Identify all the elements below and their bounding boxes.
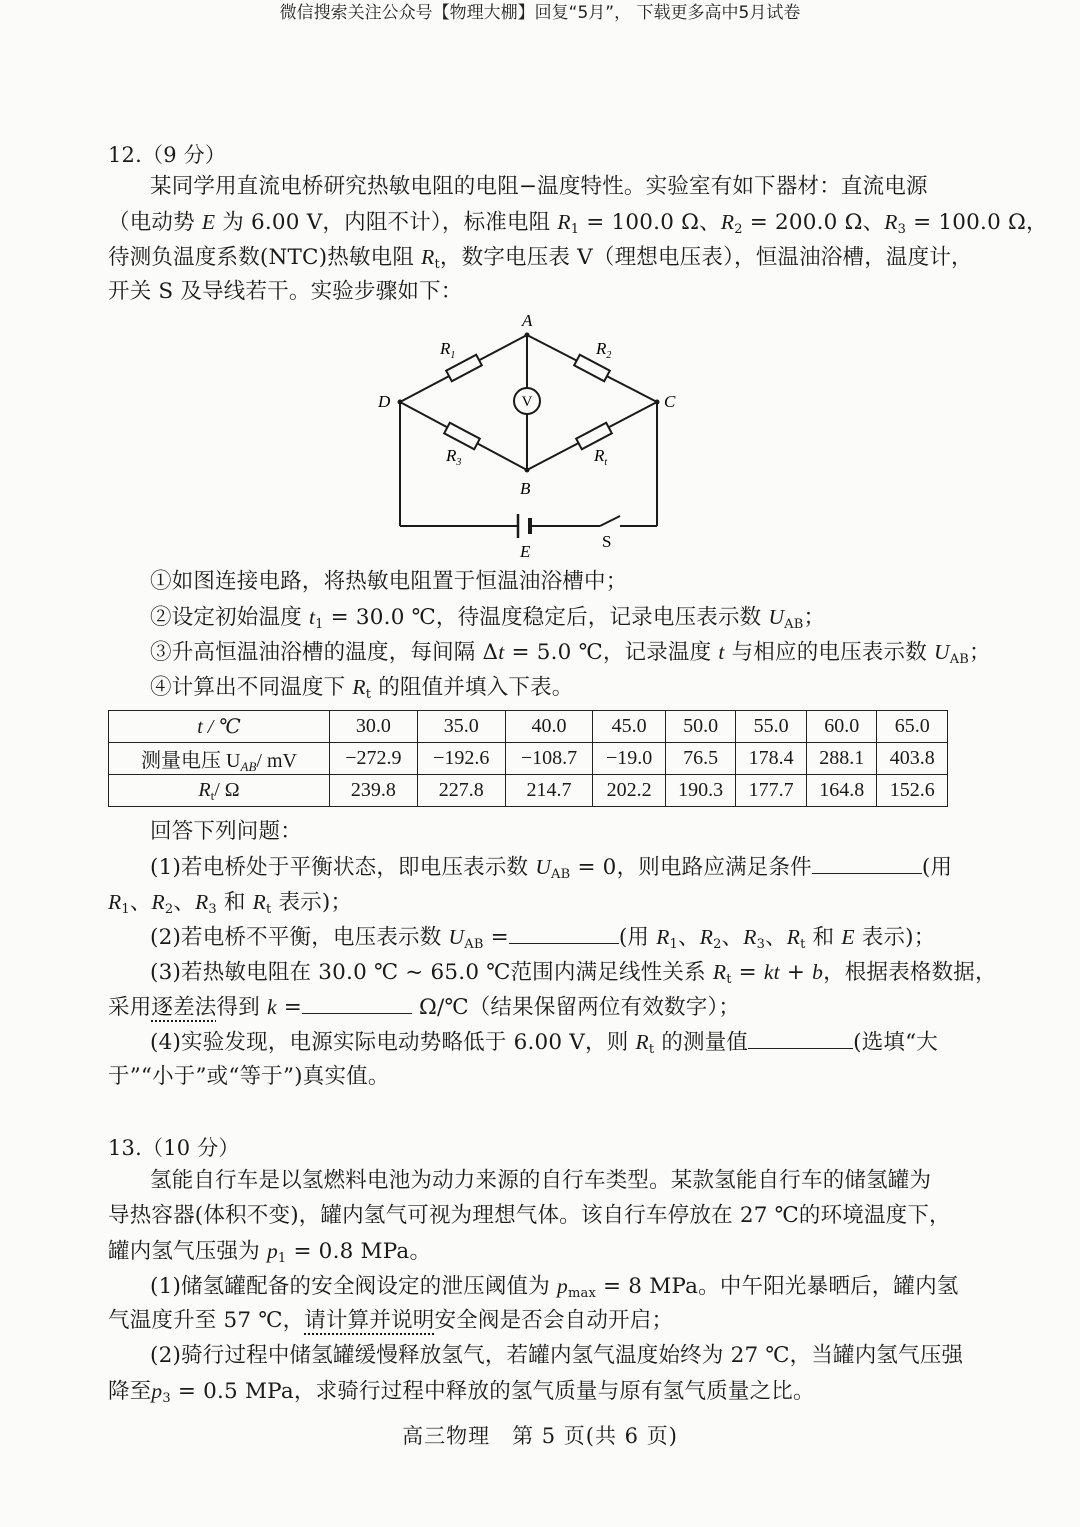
table-row-resistance bbox=[109, 775, 948, 807]
answer-blank[interactable] bbox=[812, 853, 922, 874]
table-cell: −108.7 bbox=[505, 743, 593, 775]
q13-part-1-line-1: (1)储氢罐配备的安全阀设定的泄压阈值为 $p_{max} = 8$ MPa。中午阳光暴晒后，罐内氢 bbox=[150, 1274, 959, 1301]
table-cell: 35.0 bbox=[417, 711, 505, 743]
q12-step-1: ①如图连接电路，将热敏电阻置于恒温油浴槽中； bbox=[150, 569, 628, 594]
table-cell: −272.9 bbox=[330, 743, 418, 775]
node-b-label: B bbox=[520, 479, 531, 498]
question-13-number: 13.（10 分） bbox=[108, 1136, 240, 1160]
q12-step-3: ③升高恒温油浴槽的温度，每间隔 Δt = 5.0 ℃，记录温度 t 与相应的电压表示数 $U_{AB}$； bbox=[150, 640, 991, 667]
table-cell: 178.4 bbox=[736, 743, 807, 775]
table-cell: 164.8 bbox=[806, 775, 877, 807]
table-cell: 288.1 bbox=[806, 743, 877, 775]
watermark-banner: 微信搜索关注公众号【物理大棚】回复“5月”， 下载更多高中5月试卷 bbox=[279, 3, 801, 23]
q12-intro-line-4: 开关 S 及导线若干。实验步骤如下： bbox=[108, 279, 463, 304]
q12-intro-line-1: 某同学用直流电桥研究热敏电阻的电阻−温度特性。实验室有如下器材：直流电源 bbox=[150, 174, 928, 199]
q13-intro-line-3: 罐内氢气压强为 $p_1 = 0.8$ MPa。 bbox=[108, 1239, 432, 1266]
table-cell: 50.0 bbox=[665, 711, 736, 743]
q12-step-2: ②设定初始温度 $t_1 = 30.0$ ℃，待温度稳定后，记录电压表示数 $U_{AB}$； bbox=[150, 605, 826, 632]
q12-part-2: (2)若电桥不平衡，电压表示数 $U_{AB}$ = (用 $R_1$、$R_2$、$R_3$、$R_t$ 和 E 表示)； bbox=[150, 925, 936, 952]
table-cell: 30.0 bbox=[330, 711, 418, 743]
resistor-r2 bbox=[574, 355, 610, 382]
table-cell: 239.8 bbox=[330, 775, 418, 807]
table-cell: 403.8 bbox=[877, 743, 948, 775]
rt-label: $R_t$ bbox=[594, 446, 608, 468]
answer-blank[interactable] bbox=[509, 923, 619, 944]
q13-part-1-line-2: 气温度升至 57 ℃，请计算并说明安全阀是否会自动开启； bbox=[108, 1308, 674, 1333]
table-cell: 177.7 bbox=[736, 775, 807, 807]
table-cell: 55.0 bbox=[736, 711, 807, 743]
q13-part-2-line-1: (2)骑行过程中储氢罐缓慢释放氢气，若罐内氢气温度始终为 27 ℃，当罐内氢气压强 bbox=[150, 1343, 964, 1368]
table-cell: 152.6 bbox=[877, 775, 948, 807]
q12-part-3-line-2: 采用逐差法得到 k = Ω/℃（结果保留两位有效数字）； bbox=[108, 995, 741, 1020]
r1-label: $R_1$ bbox=[440, 339, 456, 361]
thermistor-data-table bbox=[108, 710, 948, 807]
r3-label: $R_3$ bbox=[446, 446, 462, 468]
node-a-label: A bbox=[522, 311, 533, 330]
table-cell: 227.8 bbox=[417, 775, 505, 807]
node-d-label: D bbox=[378, 392, 391, 411]
q12-part-4-line-1: (4)实验发现，电源实际电动势略低于 6.00 V，则 $R_t$ 的测量值 (选填“大 bbox=[150, 1030, 939, 1057]
node-c-label: C bbox=[664, 392, 676, 411]
q12-intro-line-2: （电动势 E 为 6.00 V，内阻不计），标准电阻 $R_1 = 100.0$ Ω、$R_2 = 200.0$ Ω、$R_3 = 100.0$ Ω， bbox=[108, 210, 1048, 237]
source-e-label: E bbox=[520, 542, 531, 561]
table-cell: 202.2 bbox=[593, 775, 665, 807]
table-cell: 190.3 bbox=[665, 775, 736, 807]
q12-intro-line-3: 待测负温度系数(NTC)热敏电阻 $R_t$，数字电压表 V（理想电压表），恒温油浴槽，温度计， bbox=[108, 245, 973, 272]
voltmeter-label: V bbox=[521, 394, 533, 410]
page-footer: 高三物理 第 5 页(共 6 页) bbox=[402, 1424, 678, 1448]
q12-part-4-line-2: 于”“小于”或“等于”)真实值。 bbox=[108, 1064, 390, 1089]
table-header-temperature: t / ℃ bbox=[109, 711, 330, 743]
q12-step-4: ④计算出不同温度下 $R_t$ 的阻值并填入下表。 bbox=[150, 675, 574, 702]
table-row-temperature bbox=[109, 711, 948, 743]
table-header-resistance: $R_t/$ Ω bbox=[109, 775, 330, 807]
q12-answer-intro: 回答下列问题： bbox=[150, 819, 302, 844]
switch-s-label: S bbox=[602, 532, 612, 551]
r2-label: $R_2$ bbox=[596, 339, 612, 361]
table-row-voltage bbox=[109, 743, 948, 775]
table-cell: −19.0 bbox=[593, 743, 665, 775]
table-cell: 76.5 bbox=[665, 743, 736, 775]
table-cell: 40.0 bbox=[505, 711, 593, 743]
q12-part-1-line-2: $R_1$、$R_2$、$R_3$ 和 $R_t$ 表示)； bbox=[108, 890, 353, 917]
table-cell: 60.0 bbox=[806, 711, 877, 743]
table-cell: 65.0 bbox=[877, 711, 948, 743]
q12-part-1-line-1: (1)若电桥处于平衡状态，即电压表示数 $U_{AB} = 0$，则电路应满足条件 (用 bbox=[150, 855, 953, 882]
q13-part-2-line-2: 降至$p_3 = 0.5$ MPa，求骑行过程中释放的氢气质量与原有氢气质量之比。 bbox=[108, 1379, 815, 1406]
q13-intro-line-1: 氢能自行车是以氢燃料电池为动力来源的自行车类型。某款氢能自行车的储氢罐为 bbox=[150, 1168, 932, 1193]
table-cell: 45.0 bbox=[593, 711, 665, 743]
wheatstone-bridge-diagram bbox=[370, 310, 690, 565]
q13-intro-line-2: 导热容器(体积不变)，罐内氢气可视为理想气体。该自行车停放在 27 ℃的环境温度下， bbox=[108, 1203, 951, 1228]
answer-blank[interactable] bbox=[302, 993, 412, 1014]
question-12-number: 12.（9 分） bbox=[108, 143, 227, 167]
table-header-voltage: 测量电压 $U_{AB}/$ mV bbox=[109, 743, 330, 775]
table-cell: 214.7 bbox=[505, 775, 593, 807]
answer-blank[interactable] bbox=[748, 1028, 853, 1049]
table-cell: −192.6 bbox=[417, 743, 505, 775]
q12-part-3-line-1: (3)若热敏电阻在 30.0 ℃ ~ 65.0 ℃范围内满足线性关系 $R_t$ = kt + b，根据表格数据， bbox=[150, 960, 997, 987]
